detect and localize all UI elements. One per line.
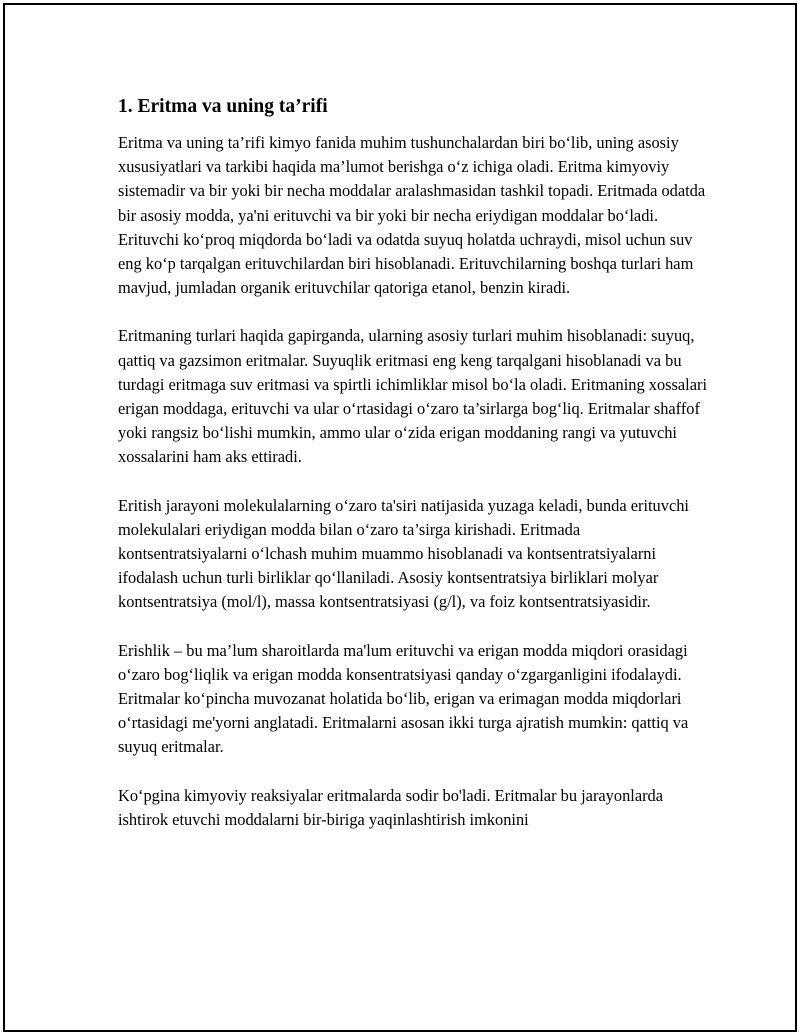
paragraph-solubility: Erishlik – bu ma’lum sharoitlarda ma'lum erituvchi va erigan modda miqdori orasidagi o‘zaro bog‘liqlik va erigan modda konsentratsiyasi qanday o‘zgarganligini ifodalaydi. Eritmalar ko‘pincha muvozanat holatida bo‘lib, erigan va erimagan modda miqdorlari o‘rtasidagi me'yorni anglatadi. Eritmalarni asosan ikki turga ajratish mumkin: qattiq va suyuq eritmalar. <box>118 640 689 757</box>
document-body <box>118 92 708 856</box>
paragraph-reactions: Ko‘pgina kimyoviy reaksiyalar eritmalarda sodir bo'ladi. Eritmalar bu jarayonlarda ishtirok etuvchi moddalarni bir-biriga yaqinlashtirish imkonini <box>118 785 664 829</box>
paragraph-definition: Eritma va uning ta’rifi kimyo fanida muhim tushunchalardan biri bo‘lib, uning asosiy xususiyatlari va tarkibi haqida ma’lumot berishga o‘z ichiga oladi. Eritma kimyoviy sistemadir va bir yoki bir necha moddalar aralashmasidan tashkil topadi. Eritmada odatda bir asosiy modda, ya'ni erituvchi va bir yoki bir necha eriydigan moddalar bo‘ladi. Erituvchi ko‘proq miqdorda bo‘ladi va odatda suyuq holatda uchraydi, misol uchun suv eng ko‘p tarqalgan erituvchilardan biri hisoblanadi. Erituvchilarning boshqa turlari ham mavjud, jumladan organik erituvchilar qatoriga etanol, benzin kiradi. <box>118 133 706 298</box>
paragraph-types: Eritmaning turlari haqida gapirganda, ularning asosiy turlari muhim hisoblanadi: suyuq, qattiq va gazsimon eritmalar. Suyuqlik eritmasi eng keng tarqalgani hisoblanadi va bu turdagi eritmaga suv eritmasi va spirtli ichimliklar misol bo‘la oladi. Eritmaning xossalari erigan moddaga, erituvchi va ular o‘rtasidagi o‘zaro ta’sirlarga bog‘liq. Eritmalar shaffof yoki rangsiz bo‘lishi mumkin, ammo ular o‘zida erigan moddaning rangi va yutuvchi xossalarini ham aks ettiradi. <box>118 326 708 467</box>
section-heading: 1. Eritma va uning ta’rifi <box>118 96 328 117</box>
paragraph-dissolution: Eritish jarayoni molekulalarning o‘zaro ta'siri natijasida yuzaga keladi, bunda erituvchi molekulalari eriydigan modda bilan o‘zaro ta’sirga kirishadi. Eritmada kontsentratsiyalarni o‘lchash muhim muammo hisoblanadi va kontsentratsiyalarni ifodalash uchun turli birliklar qo‘llaniladi. Asosiy kontsentratsiya birliklari molyar kontsentratsiya (mol/l), massa kontsentratsiyasi (g/l), va foiz kontsentratsiyasidir. <box>118 495 689 612</box>
